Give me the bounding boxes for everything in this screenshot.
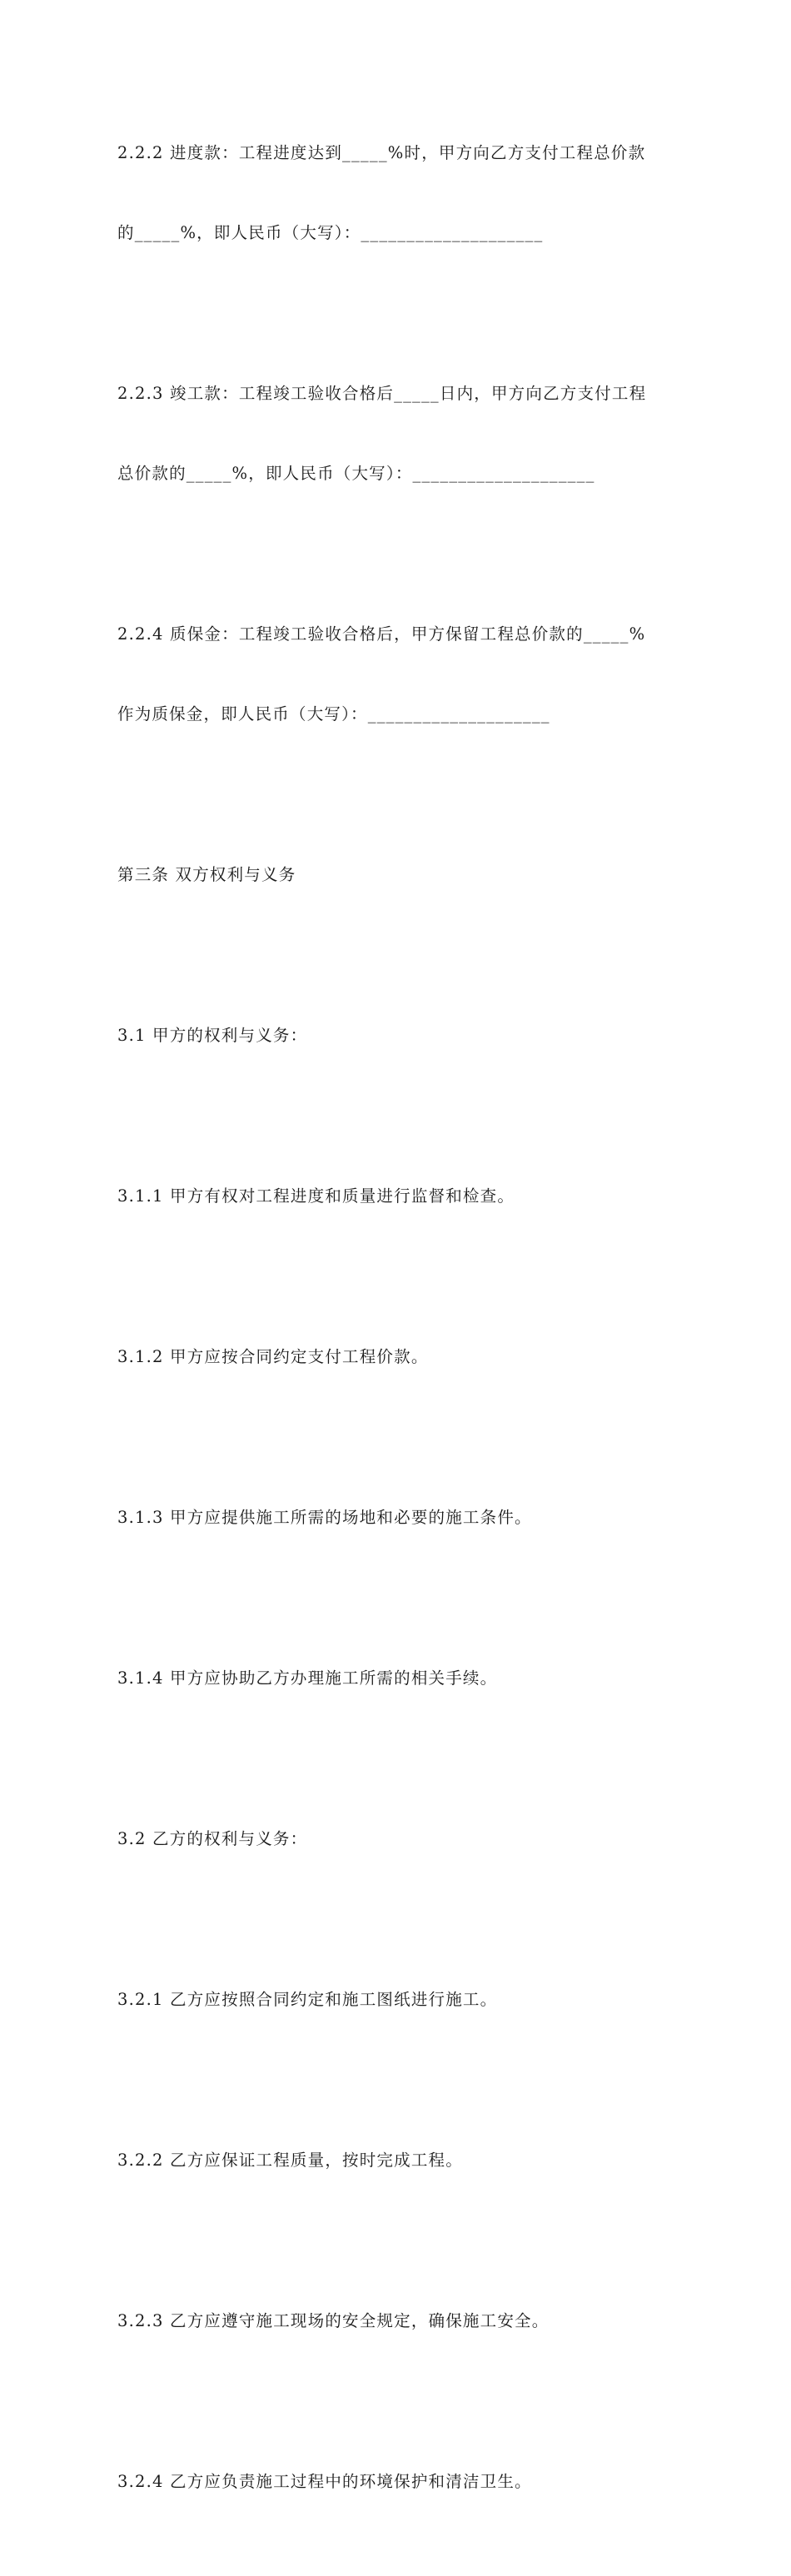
clause-line: 3.1 甲方的权利与义务： [117,1026,308,1045]
clause-3-2-4 [117,2415,684,2549]
article-3-heading [117,808,684,942]
clause-line: 2.2.2 进度款：工程进度达到_____%时，甲方向乙方支付工程总价款 [117,143,646,162]
clause-3-1-3 [117,1451,684,1584]
clause-line: 3.1.1 甲方有权对工程进度和质量进行监督和检查。 [117,1186,515,1206]
clause-line: 3.1.4 甲方应协助乙方办理施工所需的相关手续。 [117,1668,498,1688]
clause-line: 3.1.2 甲方应按合同约定支付工程价款。 [117,1347,429,1366]
clause-line: 3.2 乙方的权利与义务： [117,1829,308,1848]
clause-line: 作为质保金，即人民币（大写）：____________________ [117,704,550,724]
document-page [117,87,684,2576]
clause-line: 3.1.3 甲方应提供施工所需的场地和必要的施工条件。 [117,1508,532,1527]
clause-3-1-4 [117,1612,684,1745]
clause-3-2 [117,1773,684,1906]
clause-3-2-1 [117,1933,684,2066]
clause-3-2-2 [117,2094,684,2227]
clause-2-2-4 [117,568,684,781]
clause-line: 3.2.4 乙方应负责施工过程中的环境保护和清洁卫生。 [117,2472,532,2491]
clause-2-2-2 [117,87,684,300]
clause-line: 总价款的_____%，即人民币（大写）：____________________ [117,464,595,483]
heading-line: 第三条 双方权利与义务 [117,865,296,884]
clause-line: 3.2.3 乙方应遵守施工现场的安全规定，确保施工安全。 [117,2311,550,2330]
clause-line: 3.2.1 乙方应按照合同约定和施工图纸进行施工。 [117,1990,498,2009]
clause-3-2-3 [117,2255,684,2388]
clause-line: 2.2.3 竣工款：工程竣工验收合格后_____日内，甲方向乙方支付工程 [117,384,647,403]
clause-line: 3.2.2 乙方应保证工程质量，按时完成工程。 [117,2151,463,2170]
clause-3-1-1 [117,1130,684,1263]
clause-3-1 [117,969,684,1102]
clause-line: 的_____%，即人民币（大写）：____________________ [117,223,544,242]
clause-line: 2.2.4 质保金：工程竣工验收合格后，甲方保留工程总价款的_____% [117,624,646,644]
clause-3-1-2 [117,1290,684,1424]
clause-2-2-3 [117,327,684,540]
